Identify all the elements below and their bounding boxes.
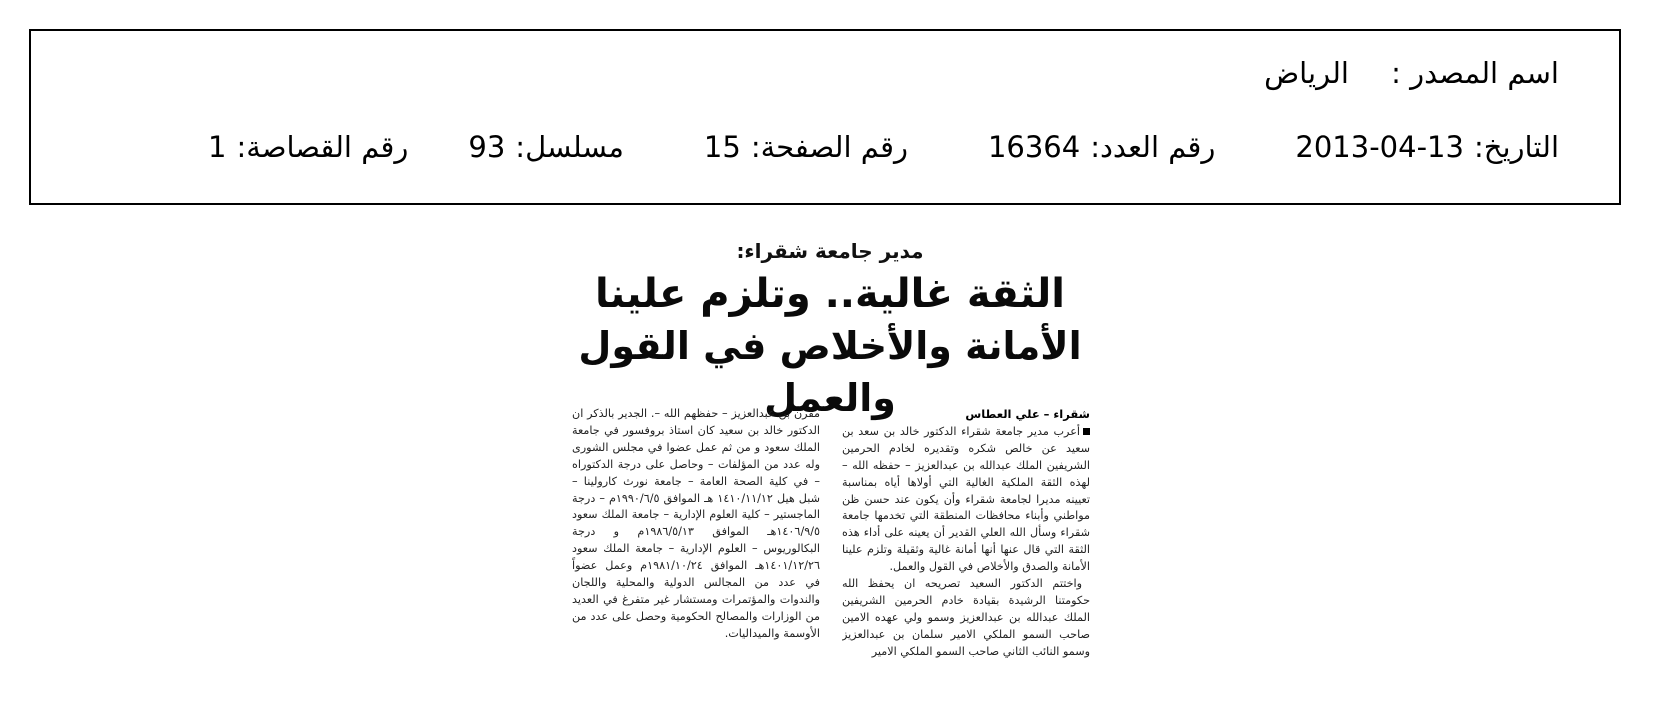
bullet-square-icon xyxy=(1083,428,1090,435)
source-row xyxy=(91,53,1559,93)
article-column-left xyxy=(572,406,820,696)
article-column-right xyxy=(842,406,1090,696)
page-label: رقم الصفحة: xyxy=(750,130,908,164)
article-headline xyxy=(570,268,1090,424)
date-value: 2013-04-13 xyxy=(1295,130,1464,164)
headline-line-2: الأمانة والأخلاص في القول والعمل xyxy=(578,324,1082,420)
article-kicker: مدير جامعة شقراء: xyxy=(736,239,924,263)
issue-label: رقم العدد: xyxy=(1090,130,1216,164)
paragraph-text: أعرب مدير جامعة شقراء الدكتور خالد بن سعد بن سعيد عن خالص شكره وتقديره لخادم الحرمين الشريفين الملك عبدالله بن عبدالعزيز – حفظه الله – لهذه الثقة الملكية الغالية التي أولاها أياه بمناسبة تعيينه مديرا لجامعة شقراء وأن يكون عند حسن ظن مواطني وأبناء محافظات المنطقة التي تخدمها جامعة شقراء وسأل الله العلي القدير أن يعينه على أداء هذه الثقة التي قال عنها أنها أمانة غالية وثقيلة وتلزم علينا الأمانة والصدق والأخلاص في القول والعمل. xyxy=(842,424,1090,574)
article-byline: شقراء – علي العطاس xyxy=(965,407,1090,421)
details-row xyxy=(91,127,1559,167)
page-value: 15 xyxy=(703,130,741,164)
headline-line-1: الثقة غالية.. وتلزم علينا xyxy=(595,271,1065,317)
date-field xyxy=(1295,130,1559,164)
metadata-header-box xyxy=(29,29,1621,205)
article-paragraph xyxy=(842,424,1090,576)
issue-value: 16364 xyxy=(987,130,1081,164)
serial-label: مسلسل: xyxy=(515,130,624,164)
clip-field xyxy=(208,130,408,164)
serial-field xyxy=(468,130,624,164)
source-value: الرياض xyxy=(1264,56,1349,90)
issue-field xyxy=(988,130,1215,164)
article-columns xyxy=(570,406,1090,696)
clip-label: رقم القصاصة: xyxy=(236,130,409,164)
page-field xyxy=(704,130,908,164)
date-label: التاريخ: xyxy=(1473,130,1559,164)
article-paragraph: واختتم الدكتور السعيد تصريحه ان يحفظ الله حكومتنا الرشيدة بقيادة خادم الحرمين الشريفين الملك عبدالله بن عبدالعزيز وسمو ولي عهده الامين صاحب السمو الملكي الامير سلمان بن عبدالعزيز وسمو النائب الثاني صاحب السمو الملكي الامير xyxy=(842,577,1090,658)
newspaper-clipping xyxy=(570,236,1090,701)
serial-value: 93 xyxy=(468,130,506,164)
source-label: اسم المصدر : xyxy=(1391,56,1559,90)
clip-value: 1 xyxy=(208,130,227,164)
article-paragraph: مقرن بن عبدالعزيز – حفظهم الله –. الجدير بالذكر ان الدكتور خالد بن سعيد كان استاذ بروفسور في جامعة الملك سعود و من ثم عمل عضوا في مجلس الشورى وله عدد من المؤلفات – وحاصل على درجة الدكتوراه – في كلية الصحة العامة – جامعة نورث كارولينا – شبل هيل ١٤١٠/١١/١٢ هـ الموافق ١٩٩٠/٦/٥م – درجة الماجستير – كلية العلوم الإدارية – جامعة الملك سعود ١٤٠٦/٩/٥هـ الموافق ١٩٨٦/٥/١٣م و درجة البكالوريوس – العلوم الإدارية – جامعة الملك سعود ١٤٠١/١٢/٢٦هـ الموافق ١٩٨١/١٠/٢٤م وعمل عضواً في عدد من المجالس الدولية والمحلية واللجان والندوات والمؤتمرات ومستشار غير متفرغ في العديد من الوزارات والمصالح الحكومية وحصل على عدد من الأوسمة والميداليات. xyxy=(572,407,820,640)
